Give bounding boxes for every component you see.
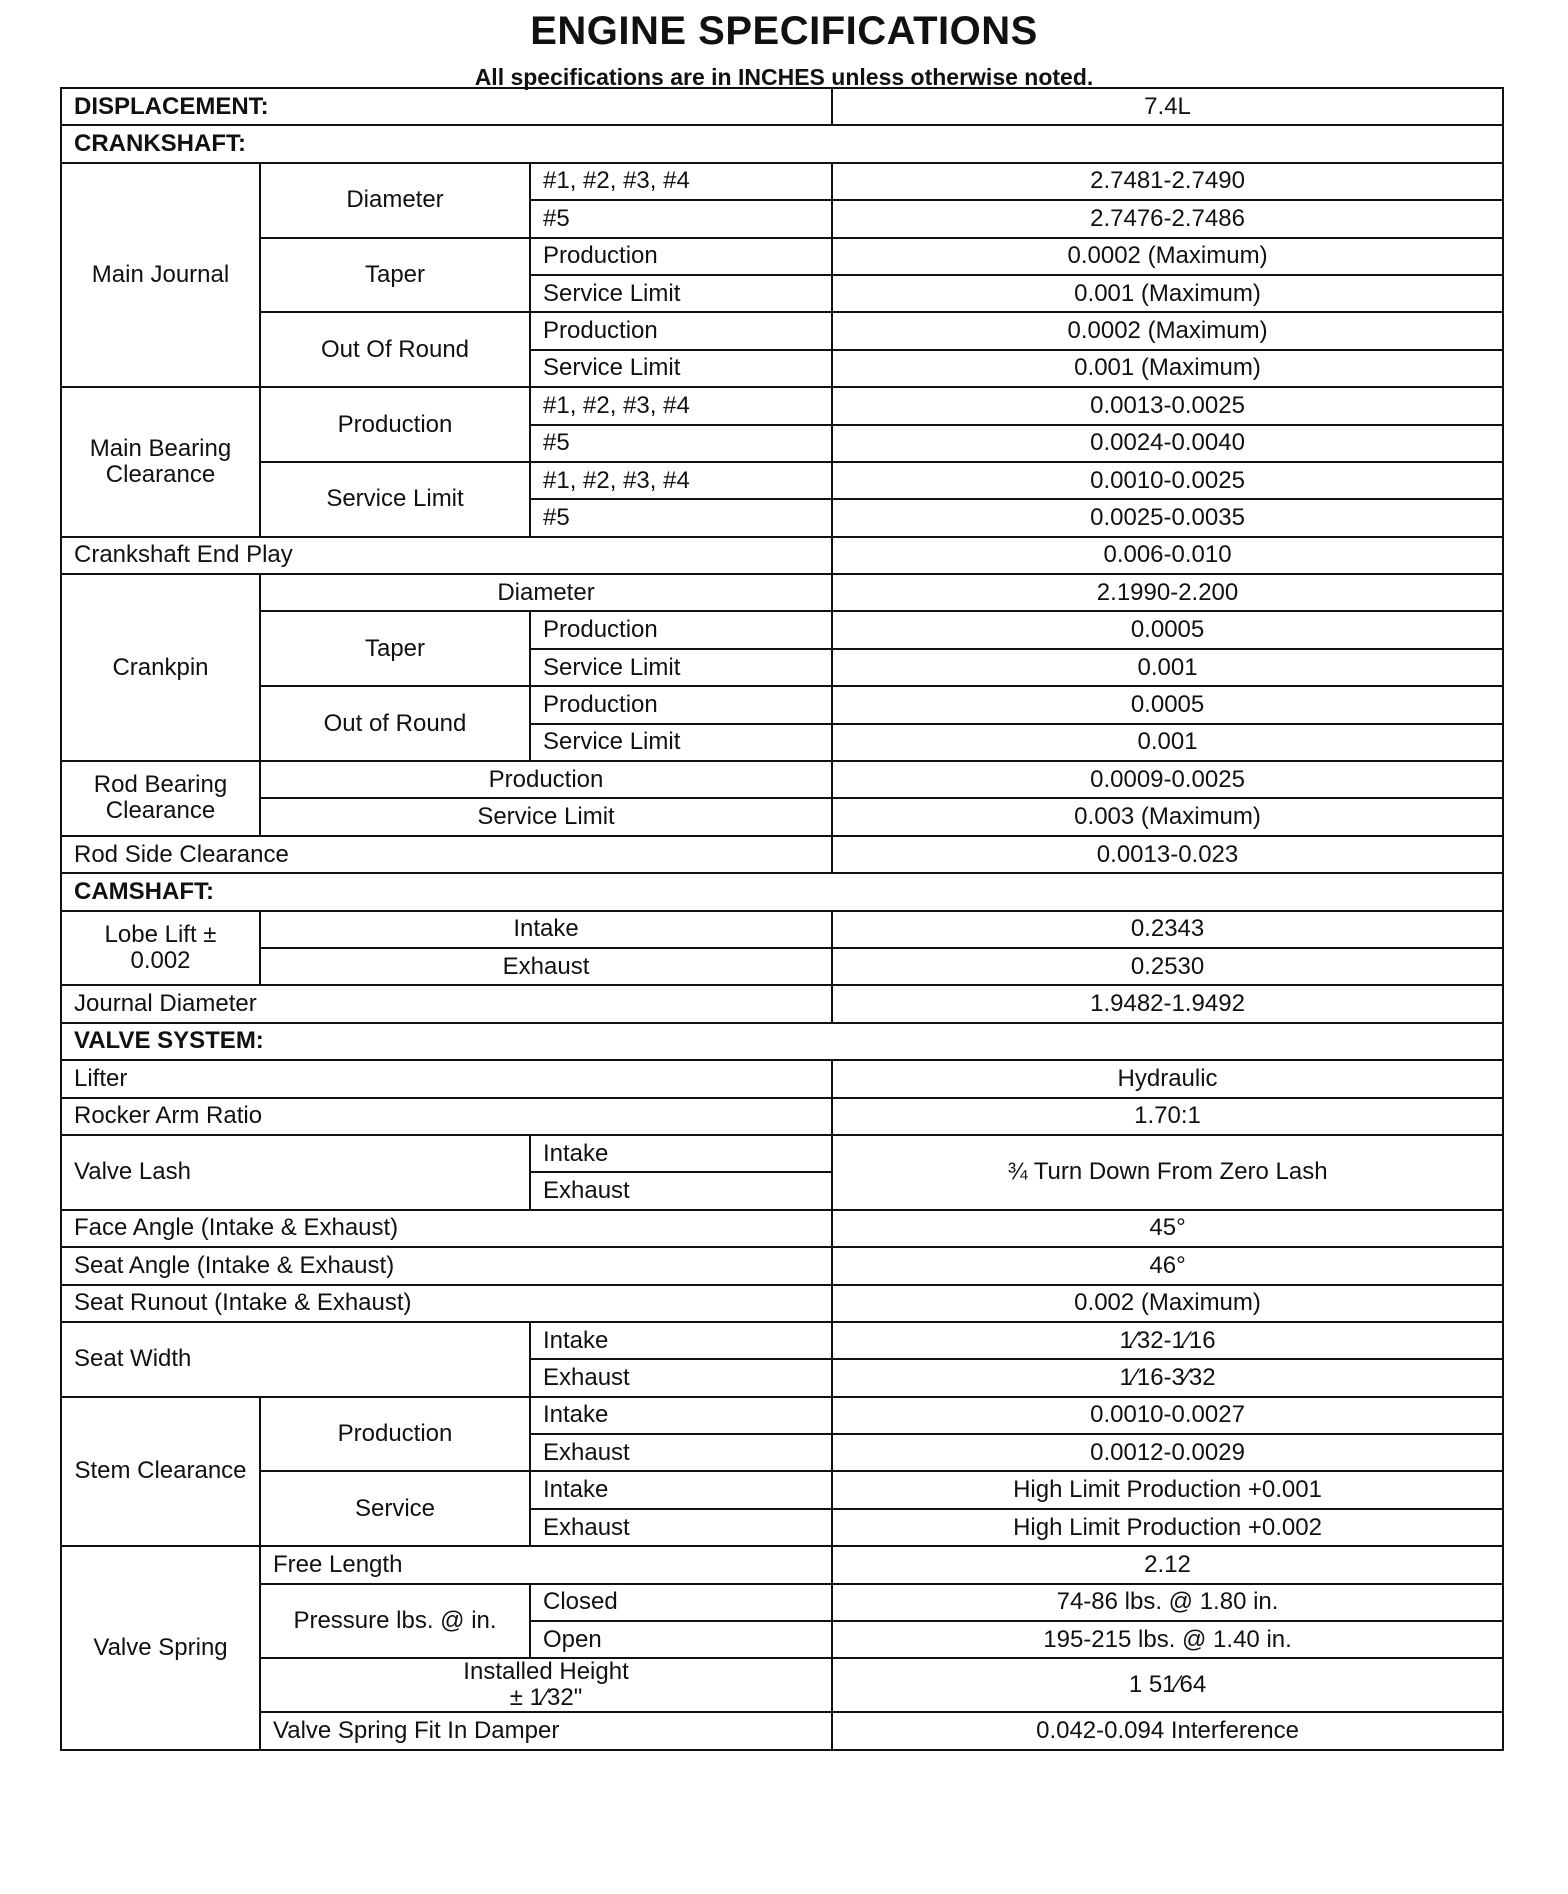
table-row bbox=[61, 125, 1503, 162]
spec-item: Exhaust bbox=[530, 1172, 832, 1209]
displacement-label: DISPLACEMENT: bbox=[61, 88, 832, 125]
face-angle-value: 45° bbox=[832, 1210, 1503, 1247]
spec-value: 0.0002 (Maximum) bbox=[832, 238, 1503, 275]
pressure-label: Pressure lbs. @ in. bbox=[260, 1584, 530, 1659]
spec-value: 0.0005 bbox=[832, 686, 1503, 723]
table-row bbox=[61, 387, 1503, 424]
table-row bbox=[61, 312, 1503, 349]
stem-service-label: Service bbox=[260, 1471, 530, 1546]
spec-value: 1⁄32-1⁄16 bbox=[832, 1322, 1503, 1359]
installed-height-line2: ± 1⁄32" bbox=[509, 1684, 583, 1712]
crankpin-oor-label: Out of Round bbox=[260, 686, 530, 761]
spec-value: 0.2343 bbox=[832, 911, 1503, 948]
page-subtitle: All specifications are in INCHES unless otherwise noted. bbox=[474, 64, 1094, 90]
page-title: ENGINE SPECIFICATIONS bbox=[530, 9, 1038, 53]
lobe-lift-label: Lobe Lift ± 0.002 bbox=[61, 911, 260, 986]
spec-item: Intake bbox=[530, 1322, 832, 1359]
spec-value: High Limit Production +0.002 bbox=[832, 1509, 1503, 1546]
spec-item: Intake bbox=[530, 1397, 832, 1434]
spec-item: #5 bbox=[530, 425, 832, 462]
main-bearing-service-label: Service Limit bbox=[260, 462, 530, 537]
table-row bbox=[61, 1712, 1503, 1749]
table-row bbox=[61, 1098, 1503, 1135]
spec-item: Exhaust bbox=[530, 1359, 832, 1396]
crankpin-taper-label: Taper bbox=[260, 611, 530, 686]
main-journal-diameter-label: Diameter bbox=[260, 163, 530, 238]
spec-item: Closed bbox=[530, 1584, 832, 1621]
table-row bbox=[61, 1322, 1503, 1359]
crankpin-diameter-label: Diameter bbox=[260, 574, 832, 611]
stem-production-label: Production bbox=[260, 1397, 530, 1472]
main-bearing-label: Main Bearing Clearance bbox=[61, 387, 260, 537]
spec-value: 0.001 bbox=[832, 649, 1503, 686]
installed-height-label bbox=[260, 1658, 832, 1712]
table-row bbox=[61, 1023, 1503, 1060]
spec-value: 0.0013-0.0025 bbox=[832, 387, 1503, 424]
spec-value: 0.2530 bbox=[832, 948, 1503, 985]
spec-item: Service Limit bbox=[530, 649, 832, 686]
main-journal-label: Main Journal bbox=[61, 163, 260, 387]
spec-item: #1, #2, #3, #4 bbox=[530, 387, 832, 424]
valve-lash-value: ¾ Turn Down From Zero Lash bbox=[832, 1135, 1503, 1210]
seat-angle-label: Seat Angle (Intake & Exhaust) bbox=[61, 1247, 832, 1284]
spec-item: Exhaust bbox=[530, 1509, 832, 1546]
free-length-label: Free Length bbox=[260, 1546, 832, 1583]
end-play-value: 0.006-0.010 bbox=[832, 537, 1503, 574]
table-row bbox=[61, 836, 1503, 873]
table-row bbox=[61, 611, 1503, 648]
seat-runout-value: 0.002 (Maximum) bbox=[832, 1285, 1503, 1322]
spec-item: Intake bbox=[260, 911, 832, 948]
table-row bbox=[61, 873, 1503, 910]
spec-value: 195-215 lbs. @ 1.40 in. bbox=[832, 1621, 1503, 1658]
spec-value: 0.0025-0.0035 bbox=[832, 499, 1503, 536]
table-row bbox=[61, 985, 1503, 1022]
table-row bbox=[61, 1546, 1503, 1583]
spec-item: Service Limit bbox=[530, 724, 832, 761]
page-header bbox=[0, 0, 1568, 90]
spec-item: Production bbox=[530, 312, 832, 349]
spec-value: 0.001 bbox=[832, 724, 1503, 761]
camshaft-header: CAMSHAFT: bbox=[61, 873, 1503, 910]
main-bearing-production-label: Production bbox=[260, 387, 530, 462]
spec-value: 0.0002 (Maximum) bbox=[832, 312, 1503, 349]
spec-value: 2.7476-2.7486 bbox=[832, 200, 1503, 237]
spec-item: Intake bbox=[530, 1471, 832, 1508]
spec-item: #5 bbox=[530, 200, 832, 237]
crankpin-label: Crankpin bbox=[61, 574, 260, 761]
spec-value: 0.0009-0.0025 bbox=[832, 761, 1503, 798]
spec-table bbox=[60, 87, 1504, 1751]
table-row bbox=[61, 686, 1503, 723]
table-row bbox=[61, 462, 1503, 499]
end-play-label: Crankshaft End Play bbox=[61, 537, 832, 574]
face-angle-label: Face Angle (Intake & Exhaust) bbox=[61, 1210, 832, 1247]
spec-value: 0.0024-0.0040 bbox=[832, 425, 1503, 462]
stem-clearance-label: Stem Clearance bbox=[61, 1397, 260, 1547]
spec-item: Open bbox=[530, 1621, 832, 1658]
valve-lash-label: Valve Lash bbox=[61, 1135, 530, 1210]
spec-item: #1, #2, #3, #4 bbox=[530, 163, 832, 200]
spec-value: 0.0012-0.0029 bbox=[832, 1434, 1503, 1471]
table-row bbox=[61, 1658, 1503, 1712]
spec-value: High Limit Production +0.001 bbox=[832, 1471, 1503, 1508]
rod-bearing-label: Rod Bearing Clearance bbox=[61, 761, 260, 836]
spec-value: 0.0010-0.0027 bbox=[832, 1397, 1503, 1434]
table-row bbox=[61, 1584, 1503, 1621]
spec-item: Production bbox=[260, 761, 832, 798]
lifter-value: Hydraulic bbox=[832, 1060, 1503, 1097]
table-row bbox=[61, 1471, 1503, 1508]
spec-value: 0.0010-0.0025 bbox=[832, 462, 1503, 499]
seat-angle-value: 46° bbox=[832, 1247, 1503, 1284]
table-row bbox=[61, 537, 1503, 574]
table-row bbox=[61, 1060, 1503, 1097]
spec-value: 1 51⁄64 bbox=[832, 1658, 1503, 1712]
lifter-label: Lifter bbox=[61, 1060, 832, 1097]
spec-value: 0.042-0.094 Interference bbox=[832, 1712, 1503, 1749]
spec-item: Production bbox=[530, 238, 832, 275]
main-journal-oor-label: Out Of Round bbox=[260, 312, 530, 387]
table-row bbox=[61, 163, 1503, 200]
spec-item: Service Limit bbox=[530, 275, 832, 312]
spec-item: Production bbox=[530, 611, 832, 648]
rod-side-label: Rod Side Clearance bbox=[61, 836, 832, 873]
spec-item: Service Limit bbox=[530, 350, 832, 387]
table-row bbox=[61, 798, 1503, 835]
table-row bbox=[61, 1247, 1503, 1284]
spec-value: 74-86 lbs. @ 1.80 in. bbox=[832, 1584, 1503, 1621]
spec-value: 2.12 bbox=[832, 1546, 1503, 1583]
spec-item: Exhaust bbox=[530, 1434, 832, 1471]
table-row bbox=[61, 1397, 1503, 1434]
spec-item: Production bbox=[530, 686, 832, 723]
table-row bbox=[61, 1210, 1503, 1247]
seat-runout-label: Seat Runout (Intake & Exhaust) bbox=[61, 1285, 832, 1322]
table-row bbox=[61, 911, 1503, 948]
valve-spring-label: Valve Spring bbox=[61, 1546, 260, 1750]
crankshaft-header: CRANKSHAFT: bbox=[61, 125, 1503, 162]
spec-value: 0.0005 bbox=[832, 611, 1503, 648]
spec-item: #1, #2, #3, #4 bbox=[530, 462, 832, 499]
table-row bbox=[61, 1135, 1503, 1172]
spec-value: 1⁄16-3⁄32 bbox=[832, 1359, 1503, 1396]
table-row bbox=[61, 761, 1503, 798]
spec-value: 0.001 (Maximum) bbox=[832, 275, 1503, 312]
main-journal-taper-label: Taper bbox=[260, 238, 530, 313]
table-row bbox=[61, 88, 1503, 125]
journal-diameter-label: Journal Diameter bbox=[61, 985, 832, 1022]
seat-width-label: Seat Width bbox=[61, 1322, 530, 1397]
installed-height-line1: Installed Height bbox=[463, 1658, 629, 1686]
valve-system-header: VALVE SYSTEM: bbox=[61, 1023, 1503, 1060]
journal-diameter-value: 1.9482-1.9492 bbox=[832, 985, 1503, 1022]
rod-side-value: 0.0013-0.023 bbox=[832, 836, 1503, 873]
table-row bbox=[61, 1285, 1503, 1322]
spec-value: 2.7481-2.7490 bbox=[832, 163, 1503, 200]
damper-fit-label: Valve Spring Fit In Damper bbox=[260, 1712, 832, 1749]
table-row bbox=[61, 238, 1503, 275]
table-row bbox=[61, 574, 1503, 611]
spec-item: Service Limit bbox=[260, 798, 832, 835]
spec-value: 0.003 (Maximum) bbox=[832, 798, 1503, 835]
table-row bbox=[61, 948, 1503, 985]
displacement-value: 7.4L bbox=[832, 88, 1503, 125]
spec-value: 2.1990-2.200 bbox=[832, 574, 1503, 611]
spec-item: Intake bbox=[530, 1135, 832, 1172]
spec-item: Exhaust bbox=[260, 948, 832, 985]
rocker-ratio-label: Rocker Arm Ratio bbox=[61, 1098, 832, 1135]
spec-item: #5 bbox=[530, 499, 832, 536]
spec-value: 0.001 (Maximum) bbox=[832, 350, 1503, 387]
rocker-ratio-value: 1.70:1 bbox=[832, 1098, 1503, 1135]
